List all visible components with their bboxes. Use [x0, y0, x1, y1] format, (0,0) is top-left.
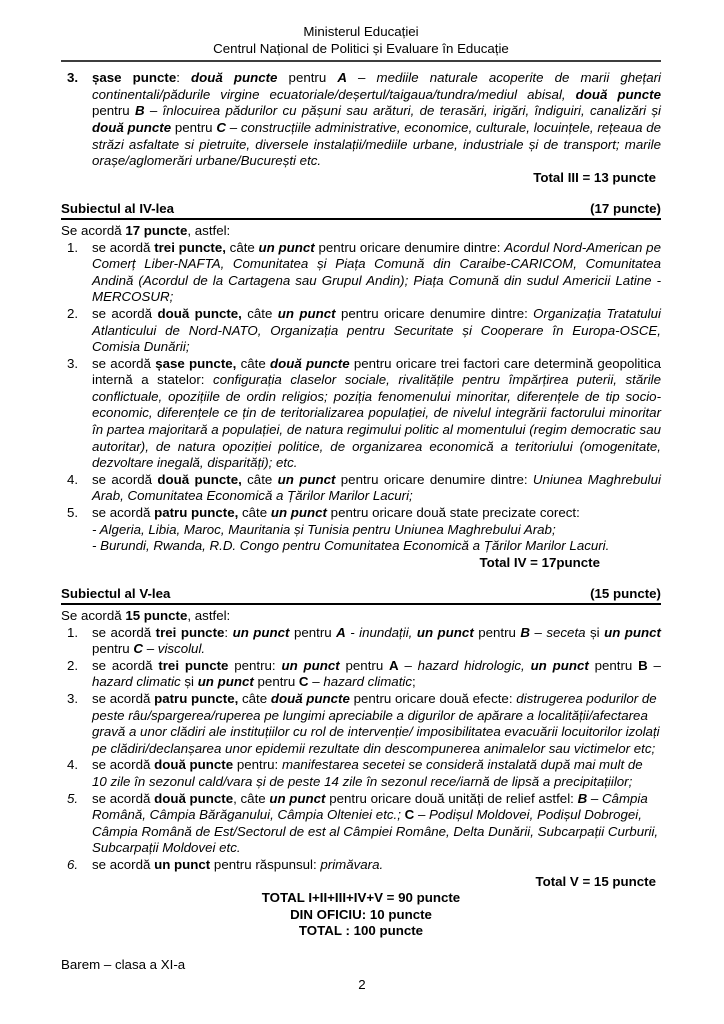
- list-item-number: 3.: [67, 690, 79, 706]
- list-item-text: se acordă șase puncte, câte două puncte pentru oricare trei factori care determină geopolitica internă a statelor: configurația claselor sociale, rivalitățile pentru împărțirea puterii, stările conflictuale, opozițiile de ordin religios; poziția fenomenului minoritar, diferențele de tip socio-economic, diferențele ce țin de teritorializarea populației, de nivelul integrării factorului minoritar în partea majoritară a populației, de natura regimului politic al momentului (regim democratic sau autoritar), de natura opoziției politice, de organizarea economică a teritoriului (omogenitate, dezvoltare inegală, disparități); etc.: [92, 355, 661, 471]
- total-iii: Total III = 13 puncte: [533, 169, 656, 185]
- list-item-number: 2.: [67, 305, 79, 321]
- list-item-number: 1.: [67, 624, 79, 640]
- section-title: Subiectul al IV-lea: [61, 201, 175, 217]
- grand-total-office: DIN OFICIU: 10 puncte: [290, 906, 432, 922]
- list-item-text: se acordă un punct pentru răspunsul: primăvara.: [92, 856, 384, 872]
- footer-label: Barem – clasa a XI-a: [61, 957, 186, 972]
- section-heading-iv: [61, 201, 661, 220]
- section-points: (17 puncte): [590, 201, 661, 217]
- list-item-number: 4.: [67, 471, 79, 487]
- list-item-v-2: [61, 658, 661, 691]
- section-iv-intro: Se acordă 17 puncte, astfel:: [61, 222, 231, 238]
- list-item-v-6: [61, 857, 661, 874]
- list-item-iv-3: [61, 356, 661, 472]
- list-item-text: se acordă două puncte pentru: manifestarea secetei se consideră instalată după mai mult de 10 zile în sezonul cald/vara și de peste 14 zile în sezonul rece/iarnă de lipsă a precipitațiilor;: [92, 757, 643, 789]
- page-number: 2: [358, 977, 366, 992]
- list-item-text: se acordă patru puncte, câte un punct pentru oricare două state precizate corect: - Algeria, Libia, Maroc, Mauritania și Tunisia pentru Uniunea Maghrebului Arab; - Burundi, Rwanda, R.D. Congo pentru Comunitatea Economică a Țărilor Marilor Lacuri.: [92, 505, 610, 554]
- section-title: Subiectul al V-lea: [61, 586, 171, 602]
- list-item-v-4: [61, 757, 661, 790]
- list-item-iv-5: [61, 505, 661, 555]
- list-item-v-1: [61, 625, 661, 658]
- header-divider: [61, 60, 661, 62]
- list-item-text: se acordă patru puncte, câte două puncte pentru oricare două efecte: distrugerea podurilor de peste râu/spargerea/ruperea pe lungimi apreciabile a digurilor de apărare a localității/afectarea gravă a unor clădiri ale instituțiilor cu rol de intervenție/ imposibilitatea evacuării locuitorilor izolați pe clădiri/declanșarea unor epidemii rezultate din descompunerea animalelor sau victimelor etc;: [92, 690, 660, 756]
- grand-total-sum: TOTAL I+II+III+IV+V = 90 puncte: [261, 890, 461, 906]
- total-v: Total V = 15 puncte: [535, 873, 656, 889]
- list-item-number: 5.: [67, 790, 79, 806]
- list-item-number: 3.: [67, 355, 79, 371]
- list-item-iv-2: [61, 306, 661, 356]
- list-item-number: 4.: [67, 757, 79, 773]
- grand-totals: [61, 890, 661, 940]
- list-item-number: 3.: [67, 70, 79, 86]
- list-item-text: se acordă trei puncte: un punct pentru A - inundații, un punct pentru B – seceta și un punct pentru C – viscolul.: [92, 624, 661, 657]
- list-item-iv-1: [61, 240, 661, 306]
- list-item-iv-4: [61, 472, 661, 505]
- list-item-number: 5.: [67, 505, 79, 521]
- document-header: [61, 24, 661, 57]
- list-item-number: 6.: [67, 856, 79, 872]
- list-item-text: șase puncte: două puncte pentru A – mediile naturale acoperite de marii ghețari continentali/pădurile virgine ecuatoriale/deșertul/taigaua/tundra/mediul abisal, două puncte pentru B – înlocuirea pădurilor cu pășuni sau arături, de terasări, irigări, îndiguiri, canalizări și două puncte pentru C – construcțiile administrative, economice, culturale, locuințele, rețeaua de străzi asfaltate si pietruite, diversele instalații/mediile urbane, industriale și de transport; marile orașe/aglomerări urbane/București etc.: [92, 70, 662, 169]
- section-points: (15 puncte): [590, 586, 661, 602]
- grand-total-final: TOTAL : 100 puncte: [298, 923, 424, 939]
- list-item-v-5: [61, 791, 661, 857]
- header-line-center: Centrul Național de Politici și Evaluare în Educație: [213, 40, 509, 56]
- list-item-text: se acordă trei puncte pentru: un punct pentru A – hazard hidrologic, un punct pentru B – hazard climatic și un punct pentru C – hazard climatic;: [92, 657, 661, 690]
- list-item-text: se acordă două puncte, câte un punct pentru oricare denumire dintre: Uniunea Maghrebului Arab, Comunitatea Economică a Țărilor Marilor Lacuri;: [92, 471, 661, 504]
- section-heading-v: [61, 586, 661, 605]
- list-item-text: se acordă trei puncte, câte un punct pentru oricare denumire dintre: Acordul Nord-American pe Comerț Liber-NAFTA, Comunitatea și Piața Comună din Caraibe-CARICOM, Comunitatea Andină (Acordul de la Cartagena sau Grupul Andin); Piața Comună din sudul Americii Latine - MERCOSUR;: [92, 239, 661, 305]
- list-item-v-3: [61, 691, 661, 757]
- list-item-iii-3: [61, 70, 661, 170]
- header-line-ministry: Ministerul Educației: [303, 24, 419, 39]
- list-item-text: se acordă două puncte, câte un punct pentru oricare două unități de relief astfel: B – Câmpia Română, Câmpia Bărăganului, Câmpia Olteniei etc.; C – Podișul Moldovei, Podișul Dobrogei, Câmpia Română de Est/Sectorul de est al Câmpiei Române, Delta Dunării, Subcarpații Curburii, Subcarpații Moldovei etc.: [92, 790, 659, 856]
- list-item-number: 2.: [67, 657, 79, 673]
- section-v-intro: Se acordă 15 puncte, astfel:: [61, 608, 231, 623]
- list-item-text: se acordă două puncte, câte un punct pentru oricare denumire dintre: Organizația Tratatului Atlanticului de Nord-NATO, Organizația pentru Securitate și Cooperare în Europa-OSCE, Comisia Dunării;: [92, 305, 661, 355]
- list-item-number: 1.: [67, 239, 79, 255]
- total-iv: Total IV = 17puncte: [479, 554, 600, 570]
